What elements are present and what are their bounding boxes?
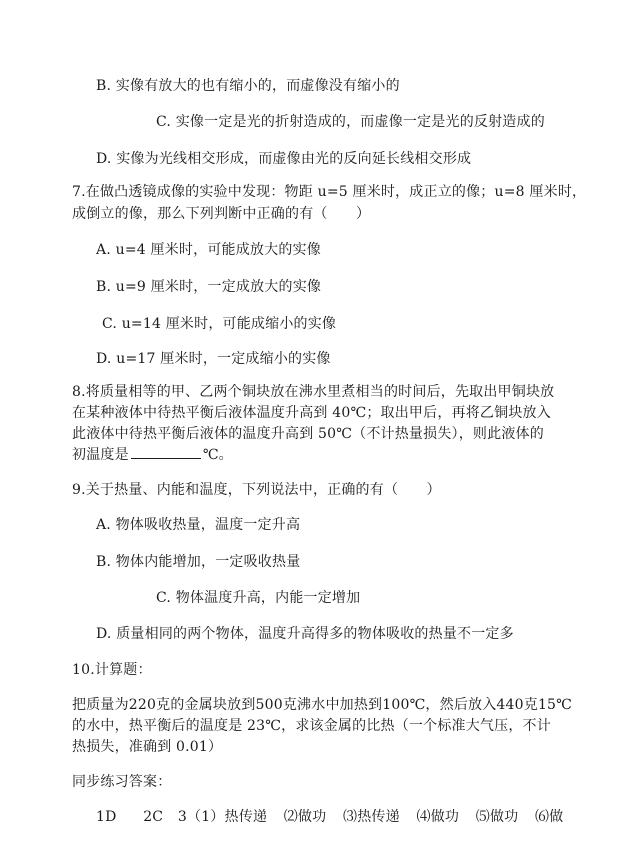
q7-option-c: C. u=14 厘米时，可能成缩小的实像 [102,316,337,332]
q9-option-d: D. 质量相同的两个物体，温度升高得多的物体吸收的热量不一定多 [96,626,514,642]
q7-option-d: D. u=17 厘米时，一定成缩小的实像 [96,351,331,367]
q9-option-c: C. 物体温度升高，内能一定增加 [156,590,361,606]
q10-line3: 热损失，准确到 0.01） [72,739,223,755]
q7-option-a: A. u=4 厘米时，可能成放大的实像 [96,242,321,258]
answer-item: 1D [96,809,117,825]
q8-line4-suffix: ℃。 [202,447,233,463]
answer-item: ⑶热传递 [343,809,400,825]
q8-line3: 此液体中待热平衡后液体的温度升高到 50℃（不计热量损失），则此液体的 [72,426,544,442]
answer-item: 2C [143,809,164,825]
q6-option-c: C. 实像一定是光的折射造成的，而虚像一定是光的反射造成的 [156,114,545,130]
answer-item: ⑵做功 [283,809,327,825]
answers-title: 同步练习答案： [72,774,172,790]
q8-line4 [72,444,233,466]
answer-item: ⑸做功 [475,809,519,825]
q8-line1: 8.将质量相等的甲、乙两个铜块放在沸水里煮相当的时间后，先取出甲铜块放 [72,384,555,400]
answers-line [96,806,563,828]
q7-stem-line1: 7.在做凸透镜成像的实验中发现：物距 u=5 厘米时，成正立的像；u=8 厘米时， [72,184,587,200]
answer-item: 3（1）热传递 [177,809,268,825]
q6-option-d: D. 实像为光线相交形成，而虚像由光的反向延长线相交形成 [96,151,472,167]
q10-line2: 的水中，热平衡后的温度是 23℃，求该金属的比热（一个标准大气压，不计 [72,718,551,734]
q8-line2: 在某种液体中待热平衡后液体温度升高到 40℃；取出甲后，再将乙铜块放入 [72,405,551,421]
answer-item: ⑷做功 [416,809,460,825]
q9-option-b: B. 物体内能增加，一定吸收热量 [96,554,301,570]
q9-stem: 9.关于热量、内能和温度，下列说法中，正确的有（ ） [72,482,441,498]
q10-line1: 把质量为220克的金属块放到500克沸水中加热到100℃，然后放入440克15℃ [72,697,573,713]
q7-option-b: B. u=9 厘米时，一定成放大的实像 [96,279,322,295]
q7-stem-line2: 成倒立的像，那么下列判断中正确的有（ ） [72,206,371,222]
q8-line4-prefix: 初温度是 [72,447,129,463]
answer-item: ⑹做 [535,809,564,825]
q6-option-b: B. 实像有放大的也有缩小的，而虚像没有缩小的 [96,78,400,94]
q10-title: 10.计算题： [72,662,152,678]
answer-blank[interactable] [131,444,201,459]
q9-option-a: A. 物体吸收热量，温度一定升高 [96,517,301,533]
